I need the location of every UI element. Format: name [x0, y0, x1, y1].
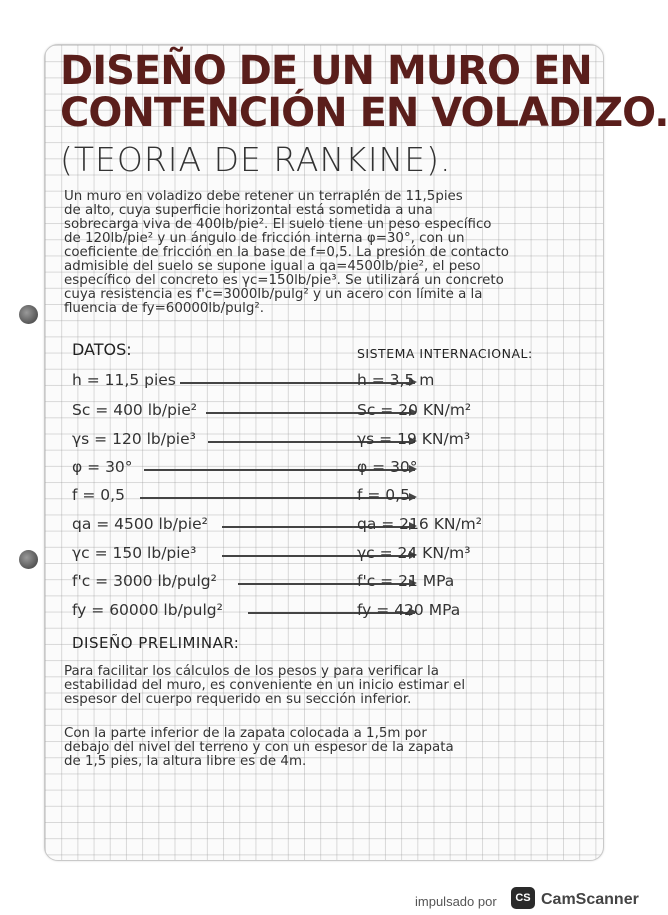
data-value-imperial: γs = 120 lb/pie³ — [72, 430, 196, 448]
data-value-imperial: φ = 30° — [72, 458, 133, 476]
data-value-si: h = 3,5 m — [357, 371, 435, 389]
si-heading: SISTEMA INTERNACIONAL: — [357, 346, 533, 361]
camscanner-brand: CamScanner — [541, 891, 639, 908]
data-value-imperial: f = 0,5 — [72, 486, 125, 504]
diseno-line: espesor del cuerpo requerido en su sección inferior. — [64, 692, 412, 707]
camscanner-logo-icon: CS — [511, 887, 535, 909]
binder-hole — [19, 305, 38, 324]
intro-line: sobrecarga viva de 400lb/pie². El suelo tiene un peso específico — [64, 217, 492, 232]
data-row — [72, 515, 592, 539]
data-row — [72, 458, 592, 482]
title-line-1: DISEÑO DE UN MURO EN — [60, 48, 592, 94]
data-value-si: φ = 30° — [357, 458, 418, 476]
datos-heading: DATOS: — [72, 340, 132, 359]
data-value-si: Sc = 20 KN/m² — [357, 401, 472, 419]
intro-line: cuya resistencia es f'c=3000lb/pulg² y un acero con límite a la — [64, 287, 483, 302]
intro-line: Un muro en voladizo debe retener un terraplén de 11,5pies — [64, 189, 463, 204]
data-row — [72, 601, 592, 625]
intro-line: de 120lb/pie² y un ángulo de fricción interna φ=30°, con un — [64, 231, 465, 246]
subtitle: (TEORIA DE RANKINE). — [60, 140, 452, 179]
data-value-imperial: Sc = 400 lb/pie² — [72, 401, 197, 419]
data-value-imperial: h = 11,5 pies — [72, 371, 176, 389]
diseno-line: Para facilitar los cálculos de los pesos y para verificar la — [64, 664, 439, 679]
data-value-si: f = 0,5 — [357, 486, 410, 504]
diseno-heading: DISEÑO PRELIMINAR: — [72, 634, 240, 652]
diseno-line: estabilidad del muro, es conveniente en un inicio estimar el — [64, 678, 466, 693]
title-line-2: CONTENCIÓN EN VOLADIZO. — [60, 90, 668, 136]
data-value-imperial: qa = 4500 lb/pie² — [72, 515, 208, 533]
intro-line: coeficiente de fricción en la base de f=0,5. La presión de contacto — [64, 245, 509, 260]
diseno-paragraph-1 — [64, 665, 594, 707]
data-row — [72, 401, 592, 425]
diseno-line: de 1,5 pies, la altura libre es de 4m. — [64, 754, 307, 769]
data-value-imperial: f'c = 3000 lb/pulg² — [72, 572, 217, 590]
data-row — [72, 486, 592, 510]
diseno-line: Con la parte inferior de la zapata colocada a 1,5m por — [64, 726, 427, 741]
intro-paragraph — [64, 190, 594, 316]
data-row — [72, 544, 592, 568]
powered-by-label: impulsado por — [415, 894, 497, 909]
intro-line: específico del concreto es γc=150lb/pie³. Se utilizará un concreto — [64, 273, 504, 288]
data-value-si: γc = 24 KN/m³ — [357, 544, 471, 562]
data-row — [72, 430, 592, 454]
intro-line: admisible del suelo se supone igual a qa=4500lb/pie², el peso — [64, 259, 481, 274]
intro-line: fluencia de fy=60000lb/pulg². — [64, 301, 264, 316]
diseno-line: debajo del nivel del terreno y con un espesor de la zapata — [64, 740, 454, 755]
data-row — [72, 371, 592, 395]
data-row — [72, 572, 592, 596]
diseno-paragraph-2 — [64, 727, 594, 769]
data-value-si: f'c = 21 MPa — [357, 572, 455, 590]
binder-hole — [19, 550, 38, 569]
data-value-si: γs = 19 KN/m³ — [357, 430, 471, 448]
data-value-imperial: γc = 150 lb/pie³ — [72, 544, 197, 562]
data-value-si: fy = 420 MPa — [357, 601, 461, 619]
intro-line: de alto, cuya superficie horizontal está sometida a una — [64, 203, 433, 218]
data-value-si: qa = 216 KN/m² — [357, 515, 482, 533]
data-value-imperial: fy = 60000 lb/pulg² — [72, 601, 223, 619]
